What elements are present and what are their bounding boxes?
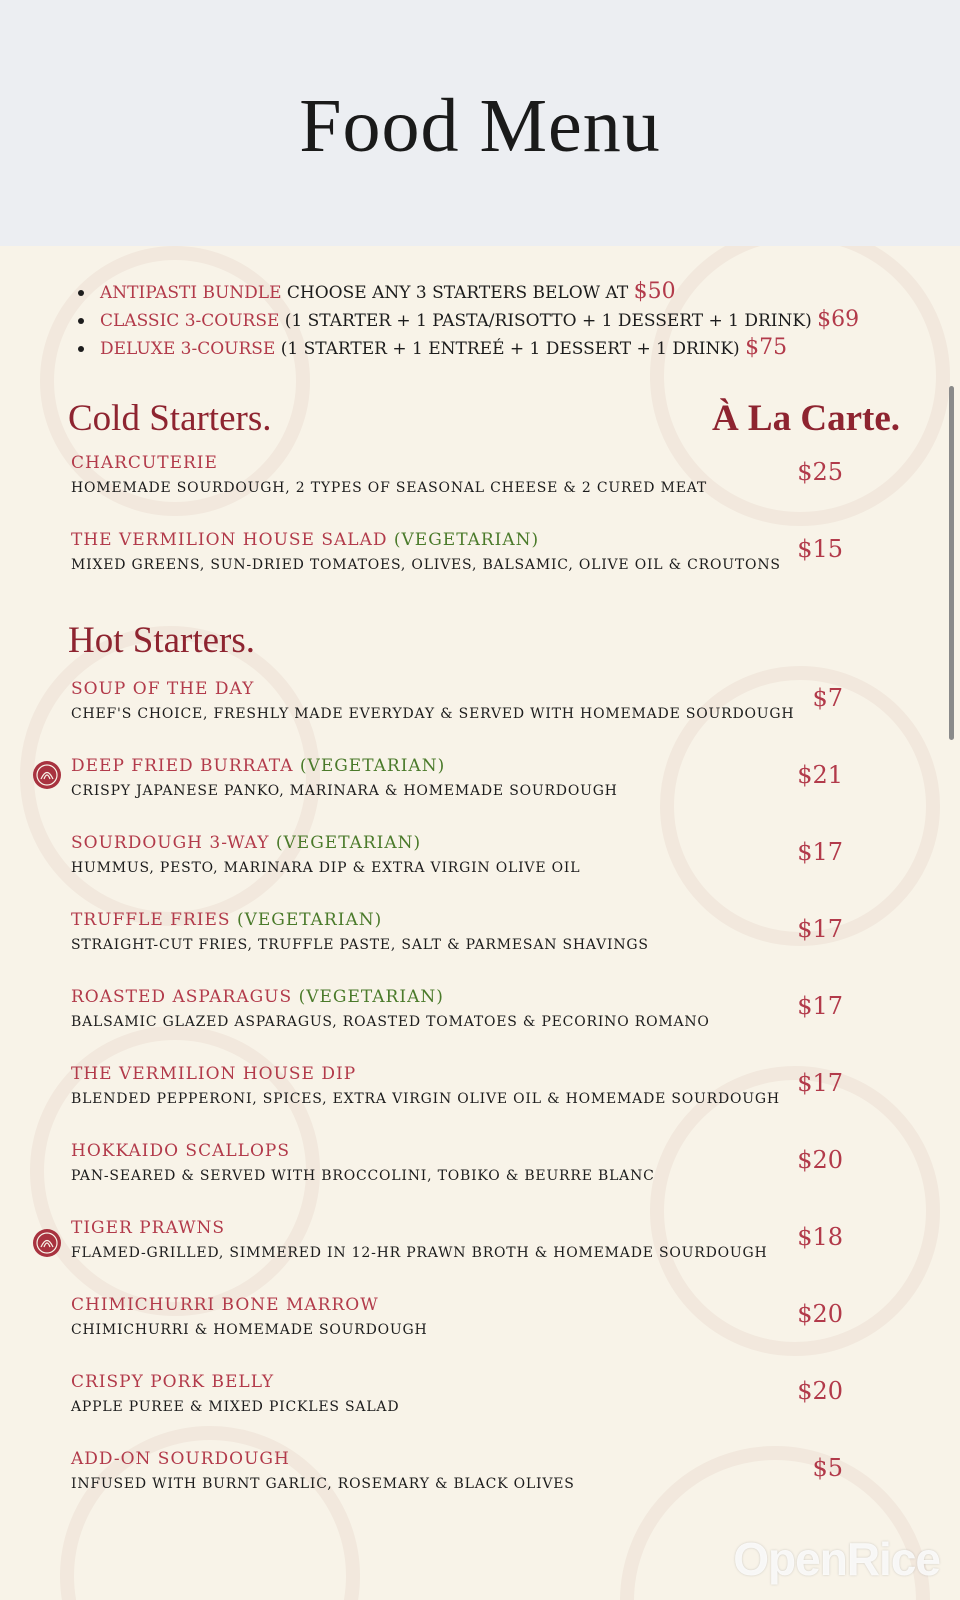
item-description: APPLE PUREE & MIXED PICKLES SALAD	[71, 1399, 400, 1415]
menu-item	[71, 452, 901, 512]
menu-item	[71, 909, 901, 969]
item-price: $17	[797, 838, 843, 866]
item-description: CHEF'S CHOICE, FRESHLY MADE EVERYDAY & SERVED WITH HOMEMADE SOURDOUGH	[71, 706, 795, 722]
item-name: ADD-ON SOURDOUGH	[71, 1449, 290, 1469]
item-price: $17	[797, 992, 843, 1020]
item-name: THE VERMILION HOUSE SALAD (VEGETARIAN)	[71, 530, 540, 550]
item-name: CHIMICHURRI BONE MARROW	[71, 1295, 379, 1315]
item-name: HOKKAIDO SCALLOPS	[71, 1141, 290, 1161]
item-price: $17	[797, 1069, 843, 1097]
item-description: BLENDED PEPPERONI, SPICES, EXTRA VIRGIN OLIVE OIL & HOMEMADE SOURDOUGH	[71, 1091, 780, 1107]
chef-recommended-icon	[32, 1228, 62, 1258]
item-description: HOMEMADE SOURDOUGH, 2 TYPES OF SEASONAL CHEESE & 2 CURED MEAT	[71, 480, 708, 496]
menu-item	[71, 529, 901, 589]
item-name: CHARCUTERIE	[71, 453, 218, 473]
a-la-carte-title: À La Carte.	[711, 398, 900, 439]
item-name: SOURDOUGH 3-WAY (VEGETARIAN)	[71, 833, 422, 853]
cold-starters-title: Cold Starters.	[68, 398, 272, 439]
openrice-watermark: OpenRice	[733, 1533, 940, 1585]
item-description: FLAMED-GRILLED, SIMMERED IN 12-HR PRAWN BROTH & HOMEMADE SOURDOUGH	[71, 1245, 768, 1261]
item-price: $20	[797, 1300, 843, 1328]
item-price: $15	[797, 535, 843, 563]
menu-item	[71, 1217, 901, 1277]
menu-item	[71, 832, 901, 892]
item-price: $7	[812, 684, 843, 712]
item-price: $20	[797, 1377, 843, 1405]
item-description: CHIMICHURRI & HOMEMADE SOURDOUGH	[71, 1322, 428, 1338]
item-description: STRAIGHT-CUT FRIES, TRUFFLE PASTE, SALT & PARMESAN SHAVINGS	[71, 937, 649, 953]
item-description: INFUSED WITH BURNT GARLIC, ROSEMARY & BLACK OLIVES	[71, 1476, 575, 1492]
menu-item	[71, 1448, 901, 1508]
item-description: CRISPY JAPANESE PANKO, MARINARA & HOMEMADE SOURDOUGH	[71, 783, 618, 799]
menu-item	[71, 1140, 901, 1200]
item-price: $21	[797, 761, 843, 789]
item-price: $18	[797, 1223, 843, 1251]
item-description: HUMMUS, PESTO, MARINARA DIP & EXTRA VIRGIN OLIVE OIL	[71, 860, 581, 876]
bundle-item: CLASSIC 3-COURSE (1 STARTER + 1 PASTA/RISOTTO + 1 DESSERT + 1 DRINK) $69	[76, 306, 859, 334]
menu-item	[71, 755, 901, 815]
chef-recommended-icon	[32, 760, 62, 790]
item-name: CRISPY PORK BELLY	[71, 1372, 275, 1392]
bundle-item: ANTIPASTI BUNDLE CHOOSE ANY 3 STARTERS BELOW AT $50	[76, 278, 859, 306]
menu-item	[71, 1294, 901, 1354]
menu-item	[71, 678, 901, 738]
page-title: Food Menu	[299, 83, 661, 168]
menu-item	[71, 1371, 901, 1431]
hot-starters-title: Hot Starters.	[68, 620, 256, 661]
bundle-item: DELUXE 3-COURSE (1 STARTER + 1 ENTREÉ + 1 DESSERT + 1 DRINK) $75	[76, 334, 859, 362]
item-price: $25	[797, 458, 843, 486]
menu-item	[71, 1063, 901, 1123]
menu-item	[71, 986, 901, 1046]
item-name: SOUP OF THE DAY	[71, 679, 255, 699]
item-name: TIGER PRAWNS	[71, 1218, 226, 1238]
item-name: DEEP FRIED BURRATA (VEGETARIAN)	[71, 756, 446, 776]
item-description: MIXED GREENS, SUN-DRIED TOMATOES, OLIVES, BALSAMIC, OLIVE OIL & CROUTONS	[71, 557, 781, 573]
item-price: $5	[812, 1454, 843, 1482]
item-name: THE VERMILION HOUSE DIP	[71, 1064, 357, 1084]
item-price: $20	[797, 1146, 843, 1174]
item-name: TRUFFLE FRIES (VEGETARIAN)	[71, 910, 383, 930]
bundle-list	[76, 278, 859, 362]
scrollbar[interactable]	[949, 386, 954, 740]
item-name: ROASTED ASPARAGUS (VEGETARIAN)	[71, 987, 444, 1007]
page-header	[0, 0, 960, 246]
item-description: PAN-SEARED & SERVED WITH BROCCOLINI, TOBIKO & BEURRE BLANC	[71, 1168, 655, 1184]
item-description: BALSAMIC GLAZED ASPARAGUS, ROASTED TOMATOES & PECORINO ROMANO	[71, 1014, 710, 1030]
item-price: $17	[797, 915, 843, 943]
